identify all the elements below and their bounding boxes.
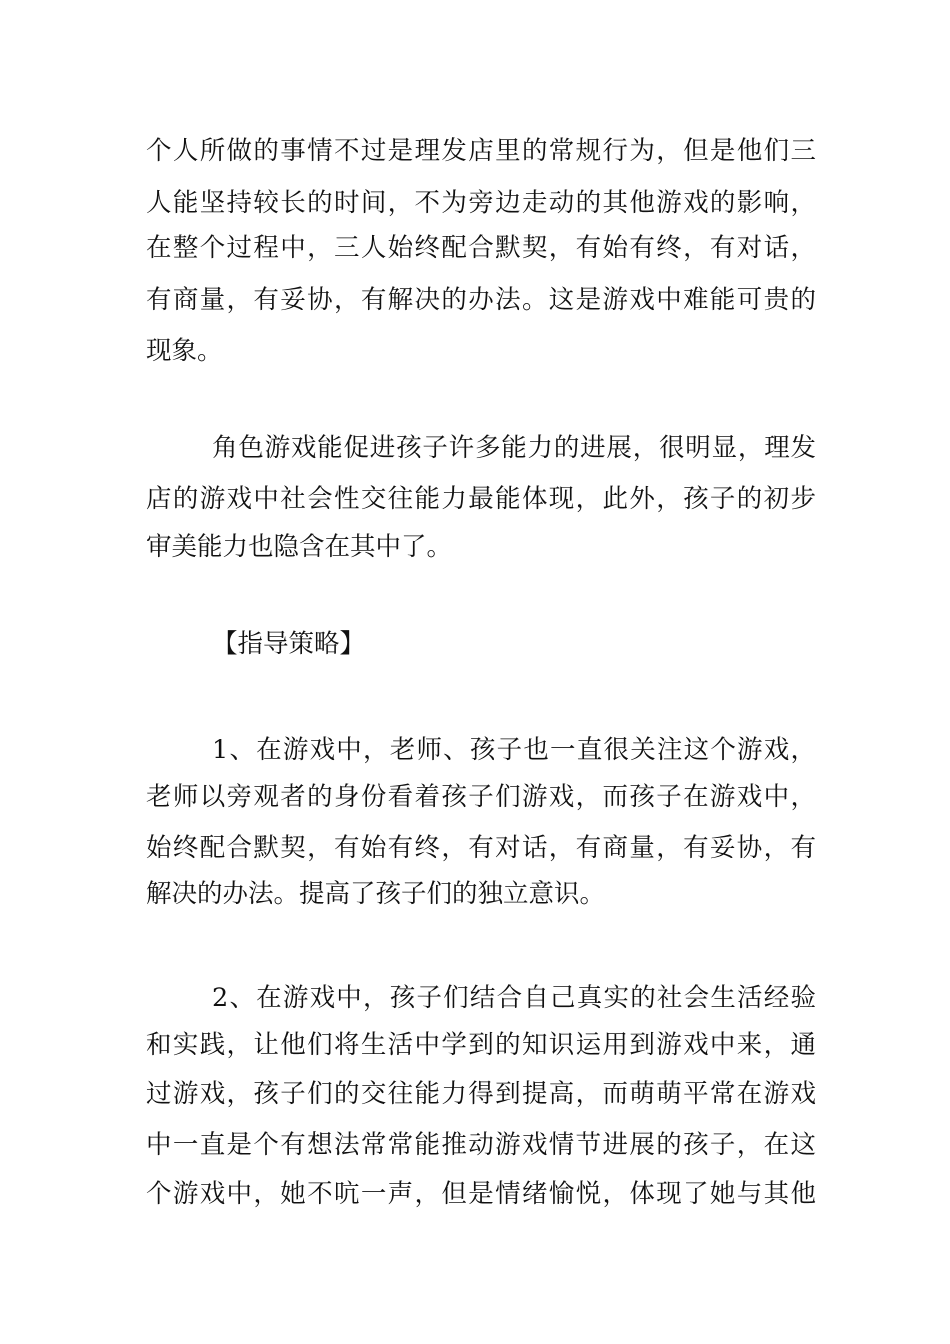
paragraph-3-line-3: 始终配合默契，有始有终，有对话，有商量，有妥协，有 — [146, 833, 816, 863]
section-heading: 【指导策略】 — [212, 629, 366, 659]
paragraph-4-line-1: 2、在游戏中，孩子们结合自己真实的社会生活经验 — [212, 983, 816, 1013]
paragraph-2-line-1: 角色游戏能促进孩子许多能力的进展，很明显，理发 — [212, 433, 816, 463]
paragraph-4-line-4: 中一直是个有想法常常能推动游戏情节进展的孩子，在这 — [146, 1130, 816, 1160]
paragraph-1-line-3: 在整个过程中，三人始终配合默契，有始有终，有对话， — [146, 233, 816, 263]
paragraph-4-line-2: 和实践，让他们将生活中学到的知识运用到游戏中来，通 — [146, 1030, 816, 1060]
paragraph-1-line-1: 个人所做的事情不过是理发店里的常规行为，但是他们三 — [146, 136, 816, 166]
paragraph-3-line-4: 解决的办法。提高了孩子们的独立意识。 — [146, 879, 606, 909]
paragraph-1-line-4: 有商量，有妥协，有解决的办法。这是游戏中难能可贵的 — [146, 285, 816, 315]
paragraph-2-line-3: 审美能力也隐含在其中了。 — [146, 532, 453, 562]
paragraph-1-line-5: 现象。 — [146, 336, 223, 366]
paragraph-3-line-1: 1、在游戏中，老师、孩子也一直很关注这个游戏， — [212, 735, 816, 765]
paragraph-1-line-2: 人能坚持较长的时间，不为旁边走动的其他游戏的影响， — [146, 188, 816, 218]
paragraph-2-line-2: 店的游戏中社会性交往能力最能体现，此外，孩子的初步 — [146, 484, 816, 514]
paragraph-4-line-5: 个游戏中，她不吭一声，但是情绪愉悦，体现了她与其他 — [146, 1179, 816, 1209]
paragraph-3-line-2: 老师以旁观者的身份看着孩子们游戏，而孩子在游戏中， — [146, 782, 816, 812]
paragraph-4-line-3: 过游戏，孩子们的交往能力得到提高，而萌萌平常在游戏 — [146, 1079, 816, 1109]
